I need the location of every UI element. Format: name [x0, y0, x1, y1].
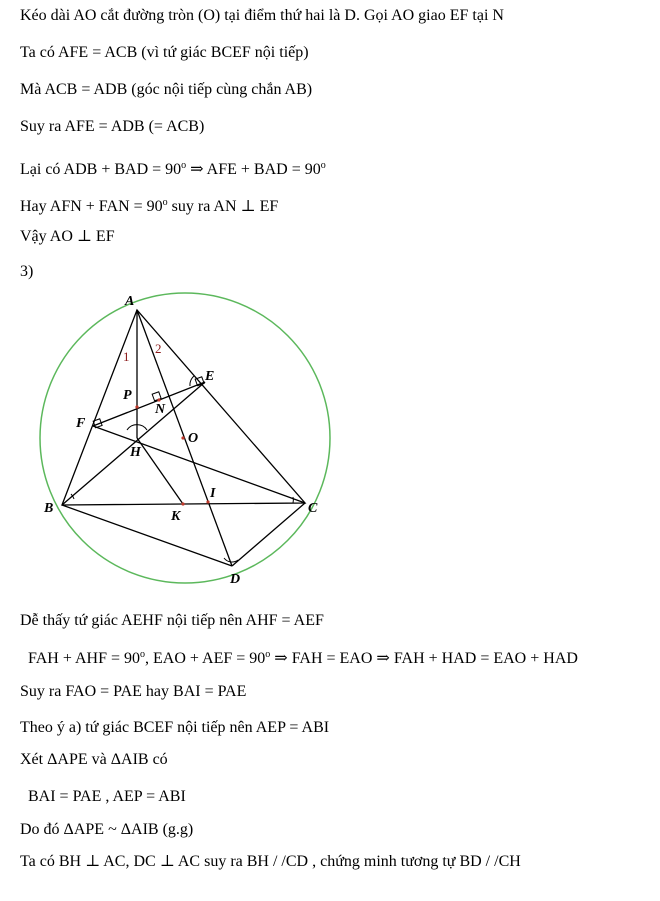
degree-sup: o	[140, 649, 145, 660]
degree-sup: o	[162, 197, 168, 208]
label-b: B	[44, 501, 54, 516]
text-line-7: Vậy AO ⊥ EF	[20, 228, 115, 245]
segment-bd	[62, 505, 232, 566]
text-line-3: Mà ACB = ADB (góc nội tiếp cùng chắn AB)	[20, 81, 313, 98]
point-k-dot	[181, 502, 184, 505]
text-line-6-right: suy ra AN ⊥ EF	[171, 198, 279, 215]
text-line-11: Suy ra FAO = PAE hay BAI = PAE	[20, 683, 247, 700]
label-k: K	[171, 509, 181, 524]
angle-arc-e	[190, 376, 194, 386]
text-line-10-b: , EAO + AEF = 90	[145, 650, 266, 667]
point-o-dot	[181, 436, 184, 439]
degree-sup: o	[181, 160, 187, 171]
text-line-6	[20, 193, 278, 217]
geometry-figure	[0, 290, 660, 590]
text-line-14: BAI = PAE , AEP = ABI	[28, 788, 186, 805]
point-p-dot	[135, 405, 138, 408]
text-line-5-left: Lại có ADB + BAD = 90	[20, 161, 182, 178]
text-line-5-right: ⇒ AFE + BAD = 90	[190, 161, 321, 178]
text-line-16: Ta có BH ⊥ AC, DC ⊥ AC suy ra BH / /CD , chứng minh tương tự BD / /CH	[20, 853, 521, 870]
label-o: O	[188, 431, 199, 446]
triangle-abc	[62, 310, 305, 505]
degree-sup: o	[320, 160, 326, 171]
text-line-13: Xét ΔAPE và ΔAIB có	[20, 751, 168, 768]
text-line-2: Ta có AFE = ACB (vì tứ giác BCEF nội tiếp)	[20, 44, 309, 61]
text-line-4: Suy ra AFE = ADB (= ACB)	[20, 118, 205, 135]
text-line-9: Dễ thấy tứ giác AEHF nội tiếp nên AHF = AEF	[20, 612, 324, 629]
label-a: A	[125, 294, 135, 309]
label-e: E	[205, 369, 215, 384]
degree-sup: o	[265, 649, 271, 660]
label-f: F	[76, 416, 86, 431]
segment-ef	[93, 382, 205, 426]
label-h: H	[130, 445, 141, 460]
text-line-10-a: FAH + AHF = 90	[28, 650, 140, 667]
text-line-1: Kéo dài AO cắt đường tròn (O) tại điểm thứ hai là D. Gọi AO giao EF tại N	[20, 7, 504, 24]
text-line-8: 3)	[20, 263, 34, 280]
altitude-cf	[93, 426, 305, 503]
label-p: P	[123, 388, 132, 403]
text-line-10-c: ⇒ FAH = EAO ⇒ FAH + HAD = EAO + HAD	[274, 650, 578, 667]
text-line-5	[20, 156, 326, 180]
text-line-12: Theo ý a) tứ giác BCEF nội tiếp nên AEP = ABI	[20, 719, 330, 736]
angle-mark-2: 2	[155, 341, 162, 356]
text-line-10	[28, 645, 578, 669]
label-i: I	[210, 486, 216, 501]
angle-mark-1: 1	[123, 349, 130, 364]
label-c: C	[308, 501, 318, 516]
text-line-15: Do đó ΔAPE ~ ΔAIB (g.g)	[20, 821, 194, 838]
altitude-be	[62, 382, 205, 505]
label-n: N	[155, 402, 166, 417]
text-line-6-left: Hay AFN + FAN = 90	[20, 198, 163, 215]
label-d: D	[230, 572, 241, 587]
